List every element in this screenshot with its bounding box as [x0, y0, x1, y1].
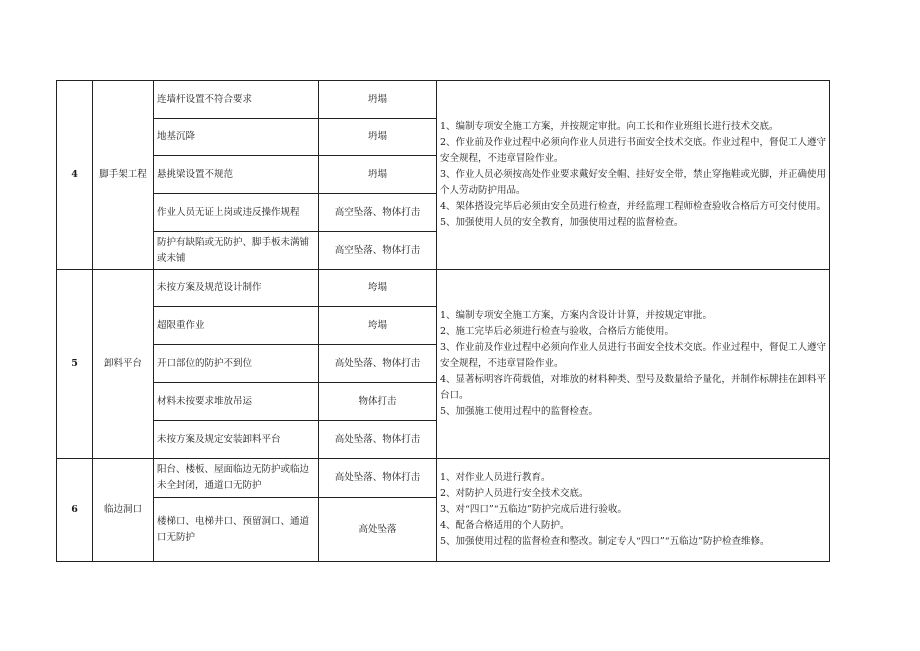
- hazard-cell: 楼梯口、电梯井口、预留洞口、通道口无防护: [154, 498, 319, 562]
- section-category: 临边洞口: [93, 459, 154, 562]
- section-category: 脚手架工程: [93, 81, 154, 270]
- consequence-cell: 高处坠落、物体打击: [319, 421, 437, 459]
- section-category: 卸料平台: [93, 270, 154, 459]
- measures-cell: [437, 81, 830, 270]
- consequence-cell: 高处坠落、物体打击: [319, 459, 437, 498]
- table-row: [57, 81, 830, 119]
- measure-item: 1、对作业人员进行教育。: [440, 472, 551, 483]
- consequence-cell: 垮塌: [319, 270, 437, 307]
- measure-item: 3、作业人员必须按高处作业要求戴好安全帽、挂好安全带，禁止穿拖鞋或光脚，并正确使用个人劳动防护用品。: [440, 169, 827, 196]
- table-row: [57, 270, 830, 307]
- consequence-cell: 坍塌: [319, 156, 437, 194]
- consequence-cell: 坍塌: [319, 119, 437, 156]
- consequence-cell: 高空坠落、物体打击: [319, 194, 437, 232]
- measure-item: 2、作业前及作业过程中必须向作业人员进行书面安全技术交底。作业过程中，督促工人遵守安全规程，不违章冒险作业。: [440, 137, 827, 164]
- hazard-cell: 开口部位的防护不到位: [154, 345, 319, 383]
- measure-item: 5、加强使用过程的监督检查和整改。制定专人“四口”“五临边”防护检查维修。: [440, 536, 770, 547]
- section-number: 5: [57, 270, 93, 459]
- hazard-cell: 悬挑梁设置不规范: [154, 156, 319, 194]
- hazard-cell: 材料未按要求堆放吊运: [154, 383, 319, 421]
- section-number: 6: [57, 459, 93, 562]
- hazard-cell: 地基沉降: [154, 119, 319, 156]
- measures-cell: [437, 270, 830, 459]
- measure-item: 5、加强使用人员的安全教育，加强使用过程的监督检查。: [440, 217, 684, 228]
- measure-item: 1、编制专项安全施工方案，并按规定审批。向工长和作业班组长进行技术交底。: [440, 121, 779, 132]
- consequence-cell: 高处坠落: [319, 498, 437, 562]
- hazard-cell: 阳台、楼板、屋面临边无防护或临边未全封闭，通道口无防护: [154, 459, 319, 498]
- measure-item: 2、施工完毕后必须进行检查与验收，合格后方能使用。: [440, 326, 675, 337]
- measure-item: 5、加强施工使用过程中的监督检查。: [440, 406, 599, 417]
- measure-item: 2、对防护人员进行安全技术交底。: [440, 488, 589, 499]
- table-row: [57, 459, 830, 498]
- hazard-cell: 超限重作业: [154, 307, 319, 345]
- consequence-cell: 坍塌: [319, 81, 437, 119]
- consequence-cell: 高空坠落、物体打击: [319, 232, 437, 270]
- measure-item: 1、编制专项安全施工方案，方案内含设计计算，并按规定审批。: [440, 310, 713, 321]
- measures-cell: [437, 459, 830, 562]
- measure-item: 4、显著标明容许荷载值，对堆放的材料种类、型号及数量给予量化，并制作标牌挂在卸料平台口。: [440, 374, 827, 401]
- measure-item: 3、对“四口”“五临边”防护完成后进行验收。: [440, 504, 627, 515]
- section-number: 4: [57, 81, 93, 270]
- measure-item: 3、作业前及作业过程中必须向作业人员进行书面安全技术交底。作业过程中，督促工人遵守安全规程，不违章冒险作业。: [440, 342, 827, 369]
- hazard-cell: 作业人员无证上岗或违反操作规程: [154, 194, 319, 232]
- consequence-cell: 物体打击: [319, 383, 437, 421]
- risk-control-table: [56, 80, 830, 562]
- hazard-cell: 连墙杆设置不符合要求: [154, 81, 319, 119]
- measure-item: 4、配备合格适用的个人防护。: [440, 520, 570, 531]
- hazard-cell: 未按方案及规定安装卸料平台: [154, 421, 319, 459]
- consequence-cell: 垮塌: [319, 307, 437, 345]
- hazard-cell: 防护有缺陷或无防护、脚手板未满铺或未铺: [154, 232, 319, 270]
- hazard-cell: 未按方案及规范设计制作: [154, 270, 319, 307]
- consequence-cell: 高处坠落、物体打击: [319, 345, 437, 383]
- measure-item: 4、架体搭设完毕后必须由安全员进行检查，并经监理工程师检查验收合格后方可交付使用。: [440, 201, 827, 212]
